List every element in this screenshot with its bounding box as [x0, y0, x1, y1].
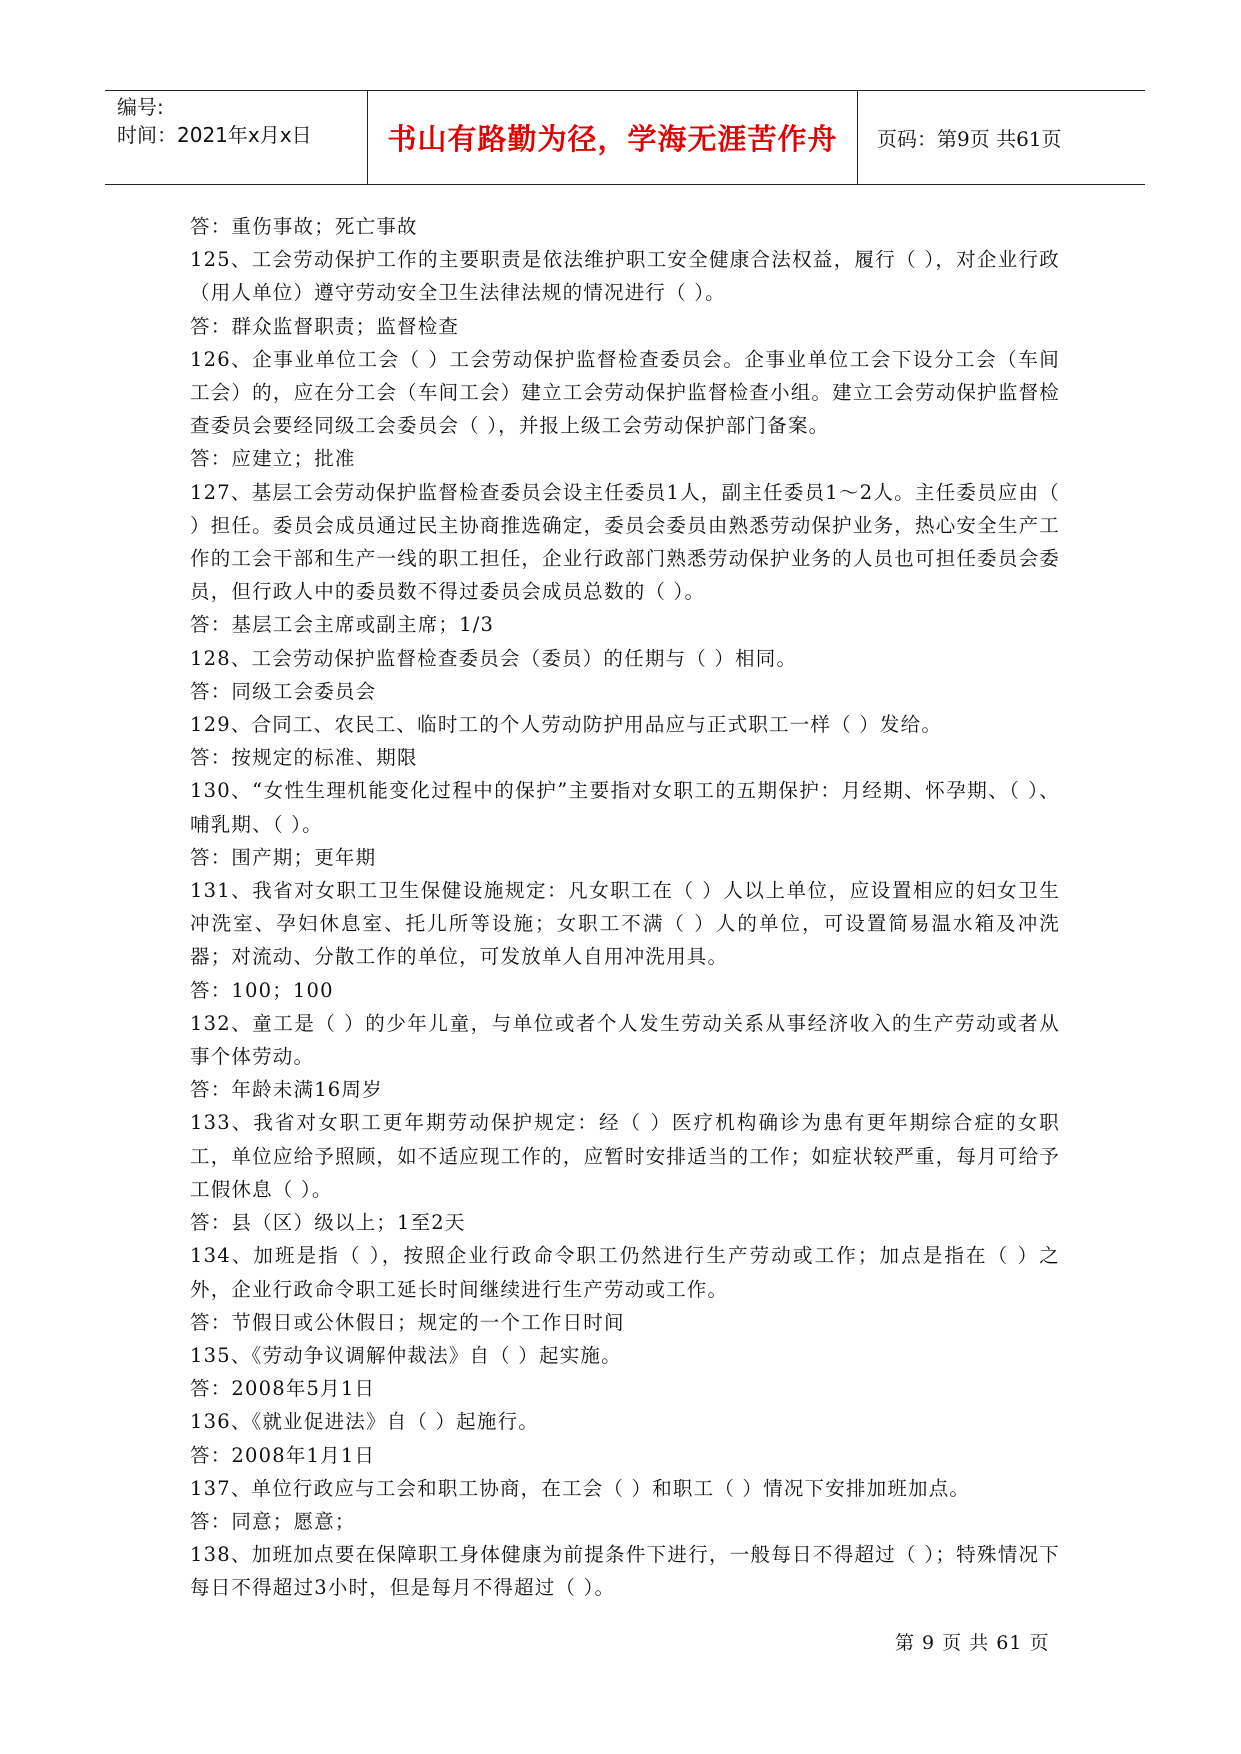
question-line: 138、加班加点要在保障职工身体健康为前提条件下进行，一般每日不得超过（ ）；特殊情况下每日不得超过3小时，但是每月不得超过（ ）。 — [190, 1543, 1060, 1600]
question-line: 136、《就业促进法》自（ ）起施行。 — [190, 1410, 539, 1434]
answer-line: 答：2008年5月1日 — [190, 1377, 376, 1401]
document-time-label: 时间：2021年x月x日 — [117, 123, 312, 147]
question-line: 134、加班是指（ ），按照企业行政命令职工仍然进行生产劳动或工作；加点是指在（ ）之外，企业行政命令职工延长时间继续进行生产劳动或工作。 — [190, 1244, 1060, 1301]
header-divider — [857, 91, 858, 184]
question-line: 125、工会劳动保护工作的主要职责是依法维护职工安全健康合法权益，履行（ ），对企业行政（用人单位）遵守劳动安全卫生法律法规的情况进行（ ）。 — [190, 248, 1060, 305]
question-line: 131、我省对女职工卫生保健设施规定：凡女职工在（ ）人以上单位，应设置相应的妇女卫生冲洗室、孕妇休息室、托儿所等设施；女职工不满（ ）人的单位，可设置简易温水箱及冲洗器；对流动、分散工作的单位，可发放单人自用冲洗用具。 — [190, 879, 1060, 969]
answer-line: 答：2008年1月1日 — [190, 1443, 376, 1467]
answer-line: 答：应建立；批准 — [190, 447, 356, 471]
question-answer-list — [190, 210, 1060, 1605]
answer-line: 答：县（区）级以上；1至2天 — [190, 1211, 466, 1235]
header-divider — [367, 91, 368, 184]
page-footer: 第 9 页 共 61 页 — [895, 1632, 1050, 1654]
header-motto: 书山有路勤为径，学海无涯苦作舟 — [387, 122, 838, 156]
answer-line: 答：群众监督职责；监督检查 — [190, 314, 460, 338]
question-line: 135、《劳动争议调解仲裁法》自（ ）起实施。 — [190, 1343, 622, 1367]
answer-line: 答：按规定的标准、期限 — [190, 746, 418, 770]
question-line: 128、工会劳动保护监督检查委员会（委员）的任期与（ ）相同。 — [190, 646, 798, 670]
page-header — [105, 90, 1145, 185]
question-line: 133、我省对女职工更年期劳动保护规定：经（ ）医疗机构确诊为患有更年期综合症的女职工，单位应给予照顾，如不适应现工作的，应暂时安排适当的工作；如症状较严重，每月可给予工假休息（ ）。 — [190, 1111, 1060, 1201]
question-line: 130、“女性生理机能变化过程中的保护”主要指对女职工的五期保护：月经期、怀孕期、（ ）、哺乳期、（ ）。 — [190, 779, 1060, 836]
document-code-label: 编号: — [117, 95, 164, 119]
answer-line: 答：围产期；更年期 — [190, 845, 377, 869]
header-meta — [117, 91, 372, 184]
question-line: 132、童工是（ ）的少年儿童，与单位或者个人发生劳动关系从事经济收入的生产劳动或者从事个体劳动。 — [190, 1011, 1060, 1069]
answer-line: 答：同级工会委员会 — [190, 679, 377, 703]
answer-line: 答：重伤事故；死亡事故 — [190, 215, 418, 238]
answer-line: 答：基层工会主席或副主席；1/3 — [190, 613, 495, 637]
header-page-number: 页码：第9页 共61页 — [877, 127, 1062, 151]
question-line: 137、单位行政应与工会和职工协商，在工会（ ）和职工（ ）情况下安排加班加点。 — [190, 1476, 971, 1500]
answer-line: 答：同意；愿意； — [190, 1509, 356, 1533]
answer-line: 答：年龄未满16周岁 — [190, 1078, 383, 1102]
question-line: 127、基层工会劳动保护监督检查委员会设主任委员1人，副主任委员1～2人。主任委员应由（ ）担任。委员会成员通过民主协商推选确定，委员会委员由熟悉劳动保护业务，热心安全生产工作的工会干部和生产一线的职工担任，企业行政部门熟悉劳动保护业务的人员也可担任委员会委员，但行政人中的委员数不得过委员会成员总数的（ ）。 — [190, 480, 1060, 604]
question-line: 126、企事业单位工会（ ）工会劳动保护监督检查委员会。企事业单位工会下设分工会（车间工会）的，应在分工会（车间工会）建立工会劳动保护监督检查小组。建立工会劳动保护监督检查委员会要经同级工会委员会（ ），并报上级工会劳动保护部门备案。 — [190, 347, 1060, 438]
question-line: 129、合同工、农民工、临时工的个人劳动防护用品应与正式职工一样（ ）发给。 — [190, 713, 943, 737]
answer-line: 答：100；100 — [190, 978, 334, 1002]
answer-line: 答：节假日或公休假日；规定的一个工作日时间 — [190, 1310, 625, 1334]
